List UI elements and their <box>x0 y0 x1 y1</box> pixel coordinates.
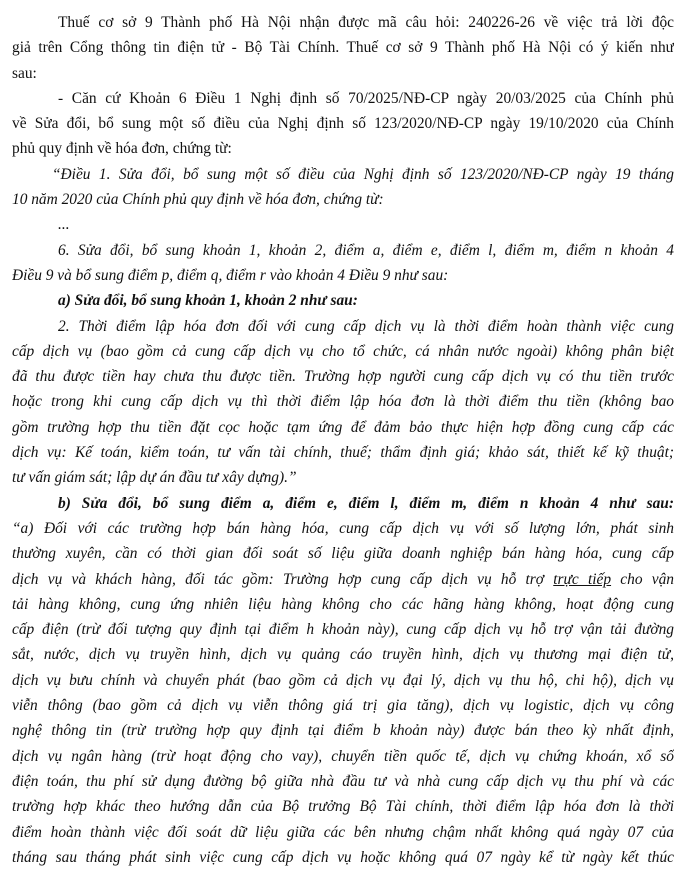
text-line <box>12 845 674 870</box>
line-text: về Sửa đổi, bổ sung một số điều của Nghị định số 123/2020/NĐ-CP ngày 19/10/2020 của Chính <box>12 115 674 133</box>
text-line <box>12 263 674 288</box>
text-line <box>12 415 674 440</box>
text-line <box>12 769 674 794</box>
line-text: điện toán, thu phí sử dụng đường bộ giữa nhà đầu tư và nhà cung cấp dịch vụ thu phí và các <box>12 772 674 790</box>
text-line <box>12 440 674 465</box>
line-text: sau: <box>12 64 37 82</box>
line-text: tháng sau tháng phát sinh việc cung cấp dịch vụ hoặc không quá 07 ngày kể từ ngày kết thúc <box>12 848 674 866</box>
text-line <box>12 592 674 617</box>
text-line <box>12 491 674 516</box>
text-line <box>12 516 674 541</box>
text-line <box>12 288 674 313</box>
text-line <box>12 668 674 693</box>
line-text-continued: cho vận <box>611 570 674 588</box>
line-text: dịch vụ bưu chính và chuyển phát (bao gồm cả dịch vụ đại lý, dịch vụ thu hộ, chi hộ), dịch vụ <box>12 671 674 689</box>
line-text: tư vấn giám sát; lập dự án đầu tư xây dựng).” <box>12 469 297 487</box>
line-text: giả trên Cổng thông tin điện tử - Bộ Tài Chính. Thuế cơ sở 9 Thành phố Hà Nội có ý kiến như <box>12 39 674 57</box>
underlined-text: trực tiếp <box>553 570 612 588</box>
text-line <box>12 238 674 263</box>
line-text: viễn thông (bao gồm cả dịch vụ viễn thông giá trị gia tăng), dịch vụ logistic, dịch vụ công <box>12 697 674 715</box>
text-line <box>12 744 674 769</box>
line-text: gồm trường hợp thu tiền đặt cọc hoặc tạm ứng để đảm bảo thực hiện hợp đồng cung cấp các <box>12 418 674 436</box>
text-line <box>12 794 674 819</box>
text-line <box>12 136 674 161</box>
line-text: dịch vụ ngân hàng (trừ hoạt động cho vay), chuyển tiền quốc tế, dịch vụ chứng khoán, xổ số <box>12 747 674 765</box>
line-text: hoặc trong khi cung cấp dịch vụ thì thời điểm lập hóa đơn là thời điểm thu tiền (không bao <box>12 393 674 411</box>
text-line <box>12 162 674 187</box>
text-line <box>12 364 674 389</box>
text-line <box>12 339 674 364</box>
text-line <box>12 111 674 136</box>
line-text: thường xuyên, cần có thời gian đối soát số liệu giữa doanh nghiệp bán hàng hóa, cung cấp <box>12 545 674 563</box>
text-line <box>12 212 674 237</box>
text-line <box>12 541 674 566</box>
line-text: ... <box>58 216 70 234</box>
line-text: phủ quy định về hóa đơn, chứng từ: <box>12 140 232 158</box>
document-body <box>12 10 674 870</box>
line-text: tải hàng không, cung ứng nhiên liệu hàng không cho các hãng hàng không, hoạt động cung <box>12 595 674 613</box>
line-text: 6. Sửa đổi, bổ sung khoản 1, khoản 2, điểm a, điểm e, điểm l, điểm m, điểm n khoản 4 <box>58 241 674 259</box>
line-text: cấp điện (trừ đối tượng quy định tại điểm h khoản này), cung cấp dịch vụ hỗ trợ vận tải đường <box>12 621 674 639</box>
text-line <box>12 465 674 490</box>
line-text: “Điều 1. Sửa đổi, bổ sung một số điều của Nghị định số 123/2020/NĐ-CP ngày 19 tháng <box>52 165 674 183</box>
text-line <box>12 187 674 212</box>
line-text: dịch vụ: Kế toán, kiểm toán, tư vấn tài chính, thuế; thẩm định giá; khảo sát, thiết kế kỹ thuật; <box>12 444 674 462</box>
text-line <box>12 10 674 35</box>
line-text: Thuế cơ sở 9 Thành phố Hà Nội nhận được mã câu hỏi: 240226-26 về việc trả lời độc <box>58 14 674 31</box>
line-text: a) Sửa đổi, bổ sung khoản 1, khoản 2 như sau: <box>58 292 358 310</box>
line-text: 2. Thời điểm lập hóa đơn đối với cung cấp dịch vụ là thời điểm hoàn thành việc cung <box>58 317 674 335</box>
line-text: nghệ thông tin (trừ trường hợp quy định tại điểm b khoản này) được bán theo kỳ nhất định, <box>12 722 674 740</box>
line-text: điểm hoàn thành việc đối soát dữ liệu giữa các bên nhưng chậm nhất không quá ngày 07 của <box>12 823 674 841</box>
line-text: Điều 9 và bổ sung điểm p, điểm q, điểm r vào khoản 4 Điều 9 như sau: <box>12 266 449 284</box>
line-text: dịch vụ và khách hàng, đối tác gồm: Trường hợp cung cấp dịch vụ hỗ trợ <box>12 570 554 588</box>
text-line <box>12 820 674 845</box>
line-text: - Căn cứ Khoản 6 Điều 1 Nghị định số 70/2025/NĐ-CP ngày 20/03/2025 của Chính phủ <box>58 89 674 107</box>
text-line <box>12 86 674 111</box>
text-line <box>12 617 674 642</box>
line-text: “a) Đối với các trường hợp bán hàng hóa, cung cấp dịch vụ với số lượng lớn, phát sinh <box>12 519 674 537</box>
text-line <box>12 642 674 667</box>
line-text: sắt, nước, dịch vụ truyền hình, dịch vụ quảng cáo truyền hình, dịch vụ thương mại điện tử, <box>12 646 674 664</box>
text-line <box>12 718 674 743</box>
line-text: b) Sửa đổi, bổ sung điểm a, điểm e, điểm l, điểm m, điểm n khoản 4 như sau: <box>58 494 674 512</box>
text-line <box>12 389 674 414</box>
text-line <box>12 693 674 718</box>
text-line <box>12 314 674 339</box>
line-text: 10 năm 2020 của Chính phủ quy định về hóa đơn, chứng từ: <box>12 191 384 209</box>
text-line <box>12 35 674 60</box>
line-text: đã thu được tiền hay chưa thu được tiền. Trường hợp người cung cấp dịch vụ có thu tiền trước <box>12 368 674 386</box>
text-line <box>12 61 674 86</box>
line-text: cấp dịch vụ (bao gồm cả cung cấp dịch vụ cho tổ chức, cá nhân nước ngoài) không phân biệt <box>12 342 674 360</box>
line-text: trường hợp khác theo hướng dẫn của Bộ trưởng Bộ Tài chính, thời điểm lập hóa đơn là thời <box>12 798 674 816</box>
text-line <box>12 567 674 592</box>
